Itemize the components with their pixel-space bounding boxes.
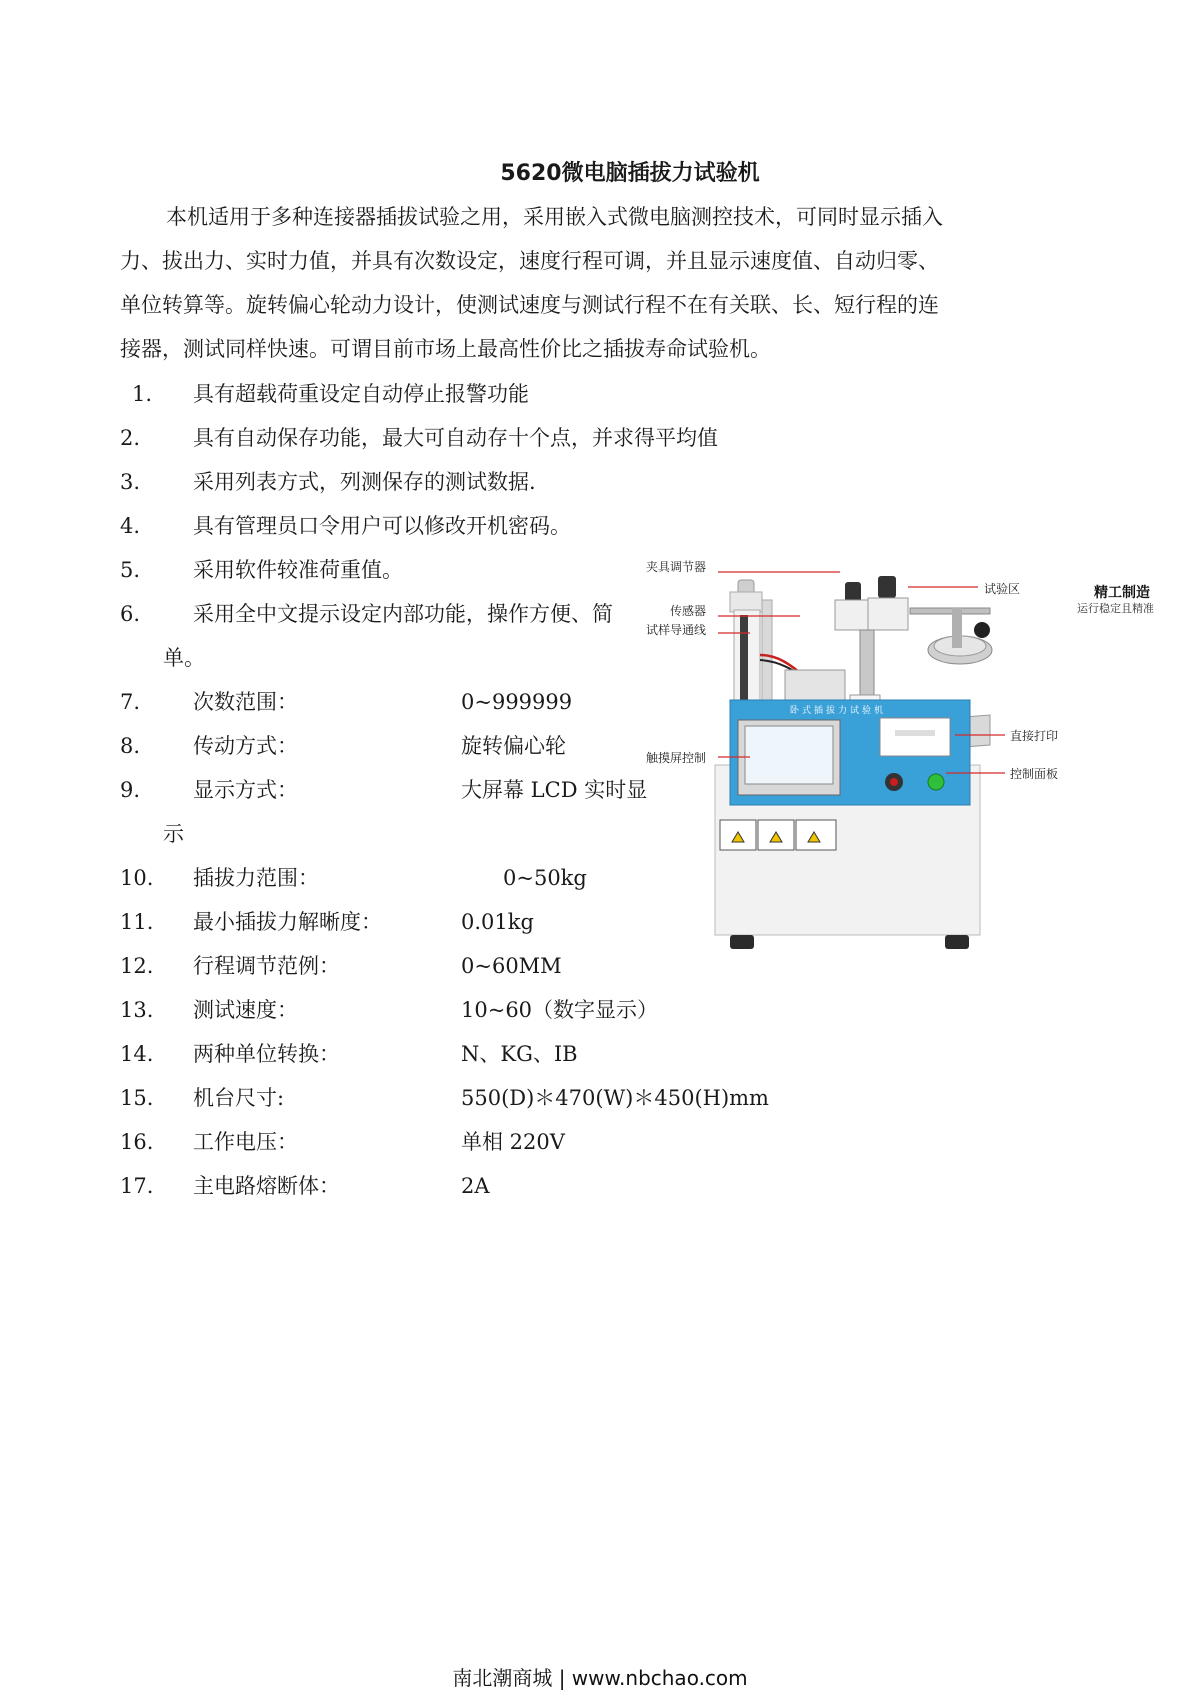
feature-item xyxy=(120,416,760,460)
item-continuation: 示 xyxy=(163,822,184,846)
intro-paragraph xyxy=(120,195,1060,371)
item-number: 6. xyxy=(120,602,141,626)
spec-value: 旋转偏心轮 xyxy=(461,734,566,758)
spec-value: 0.01kg xyxy=(461,910,534,934)
spec-value: 550(D)＊470(W)＊450(H)mm xyxy=(461,1086,769,1110)
item-number: 13. xyxy=(120,998,154,1022)
item-label: 采用软件较准荷重值。 xyxy=(193,558,403,582)
callout-clamp-adjuster: 夹具调节器 xyxy=(646,560,707,574)
item-number: 17. xyxy=(120,1174,154,1198)
feature-item xyxy=(120,460,760,504)
item-label: 具有自动保存功能，最大可自动存十个点，并求得平均值 xyxy=(193,426,718,450)
callout-test-area: 试验区 xyxy=(984,582,1021,596)
brand-title: 精工制造 xyxy=(1094,585,1150,601)
spec-value: 0~60MM xyxy=(461,954,562,978)
spec-item xyxy=(120,944,760,988)
item-label: 采用全中文提示设定内部功能，操作方便、简 xyxy=(193,602,613,626)
spec-label: 两种单位转换： xyxy=(193,1042,340,1066)
spec-value: 大屏幕 LCD 实时显 xyxy=(461,778,648,802)
spec-label: 测试速度： xyxy=(193,998,298,1022)
item-number: 12. xyxy=(120,954,154,978)
item-number: 1. xyxy=(132,382,153,406)
callout-direct-print: 直接打印 xyxy=(1010,729,1059,743)
document-title: 5620微电脑插拔力试验机 xyxy=(500,161,760,186)
spec-label: 插拔力范围： xyxy=(193,866,319,890)
feature-item xyxy=(120,504,760,548)
item-number: 14. xyxy=(120,1042,154,1066)
spec-value: 单相 220V xyxy=(461,1130,565,1154)
spec-item xyxy=(120,1032,760,1076)
intro-line: 单位转算等。旋转偏心轮动力设计，使测试速度与测试行程不在有关联、长、短行程的连 xyxy=(120,293,939,317)
item-number: 3. xyxy=(120,470,141,494)
spec-value: 2A xyxy=(461,1174,490,1198)
callout-sensor: 传感器 xyxy=(670,604,707,618)
item-label: 具有管理员口令用户可以修改开机密码。 xyxy=(193,514,571,538)
spec-label: 工作电压： xyxy=(193,1130,298,1154)
intro-line: 力、拔出力、实时力值，并具有次数设定，速度行程可调，并且显示速度值、自动归零、 xyxy=(120,249,939,273)
spec-item xyxy=(120,988,760,1032)
spec-value: 0~999999 xyxy=(461,690,573,714)
item-number: 5. xyxy=(120,558,141,582)
feature-item xyxy=(120,372,760,416)
spec-label: 行程调节范例： xyxy=(193,954,340,978)
spec-item xyxy=(120,1076,769,1120)
item-number: 16. xyxy=(120,1130,154,1154)
item-continuation: 单。 xyxy=(163,646,205,670)
spec-label: 显示方式： xyxy=(193,778,298,802)
spec-label: 主电路熔断体： xyxy=(193,1174,340,1198)
spec-item xyxy=(120,856,760,900)
spec-label: 机台尺寸: xyxy=(193,1086,285,1110)
spec-label: 次数范围： xyxy=(193,690,298,714)
spec-item xyxy=(120,1164,760,1208)
spec-label: 传动方式： xyxy=(193,734,298,758)
spec-item xyxy=(120,900,760,944)
item-number: 10. xyxy=(120,866,154,890)
spec-value: N、KG、IB xyxy=(461,1042,578,1066)
spec-item xyxy=(120,768,760,812)
intro-line: 本机适用于多种连接器插拔试验之用，采用嵌入式微电脑测控技术，可同时显示插入 xyxy=(166,205,943,229)
item-number: 7. xyxy=(120,690,141,714)
feature-list xyxy=(120,372,769,1208)
callout-control-panel: 控制面板 xyxy=(1010,767,1059,781)
item-label: 采用列表方式，列测保存的测试数据. xyxy=(193,470,536,494)
spec-item xyxy=(120,680,760,724)
spec-value: 10~60（数字显示） xyxy=(461,998,659,1022)
item-number: 15. xyxy=(120,1086,154,1110)
callout-sample-wire: 试样导通线 xyxy=(646,623,707,637)
spec-item xyxy=(120,1120,760,1164)
item-label: 具有超载荷重设定自动停止报警功能 xyxy=(193,382,529,406)
spec-label: 最小插拔力解晰度： xyxy=(193,910,382,934)
item-number: 9. xyxy=(120,778,141,802)
item-number: 11. xyxy=(120,910,154,934)
machine-figure xyxy=(646,560,1160,980)
item-number: 2. xyxy=(120,426,141,450)
item-number: 4. xyxy=(120,514,141,538)
spec-value: 0~50kg xyxy=(503,866,587,890)
callout-touch-screen: 触摸屏控制 xyxy=(646,751,707,765)
panel-title: 卧式插拔力试验机 xyxy=(790,706,887,716)
footer-text: 南北潮商城 | www.nbchao.com xyxy=(452,1666,748,1690)
machine-illustration xyxy=(690,560,1160,980)
brand-subtitle: 运行稳定且精准 xyxy=(1077,602,1154,615)
intro-line: 接器，测试同样快速。可谓目前市场上最高性价比之插拔寿命试验机。 xyxy=(120,337,771,361)
item-number: 8. xyxy=(120,734,141,758)
